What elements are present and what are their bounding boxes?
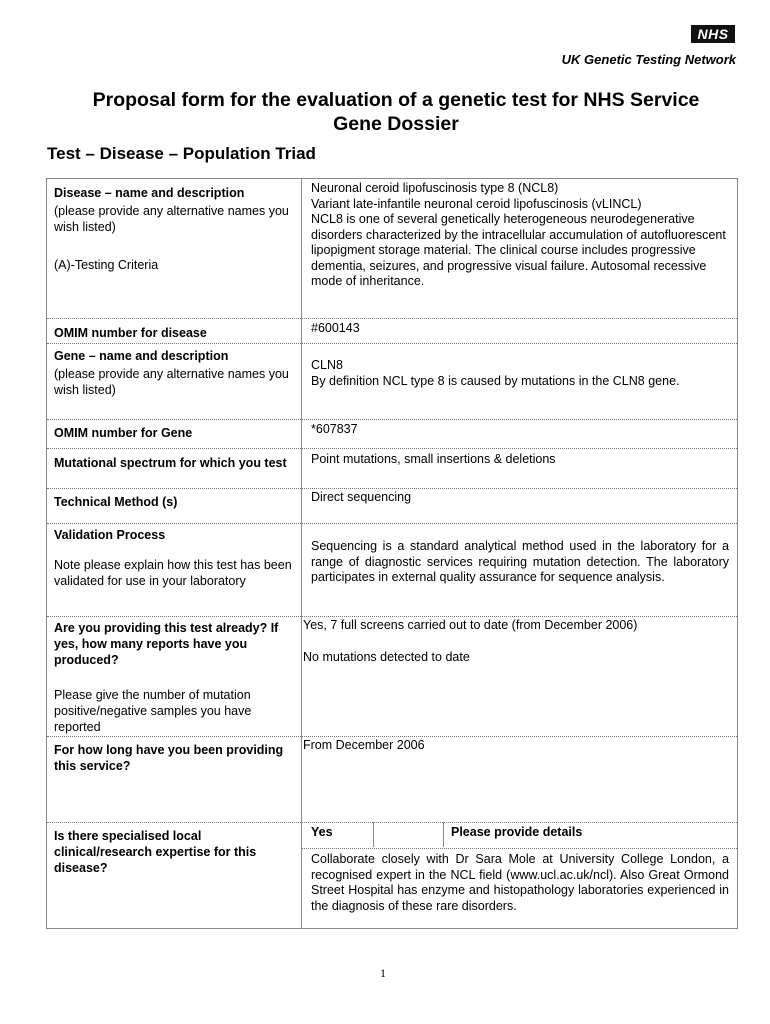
row-gene [47, 343, 737, 420]
expertise-details-label: Please provide details [451, 825, 583, 839]
disease-description: NCL8 is one of several genetically heterogeneous neurodegenerative disorders characterized by the intracellular accumulation of autofluorescent lipopigment storage material. The clinical course includes progressive dementia, seizures, and progressive visual failure. Autosomal recessive mode of inheritance. [311, 212, 726, 288]
expertise-yes-label: Yes [311, 825, 333, 839]
expertise-label: Is there specialised local clinical/research expertise for this disease? [54, 829, 257, 875]
disease-note: (please provide any alternative names you wish listed) [54, 204, 289, 234]
providing-value-mutations: No mutations detected to date [303, 649, 470, 664]
omim-disease-label: OMIM number for disease [54, 326, 207, 340]
disease-value-block [311, 181, 729, 290]
providing-label: Are you providing this test already? If yes, how many reports have you produced? [54, 621, 279, 667]
omim-gene-label: OMIM number for Gene [54, 426, 193, 440]
omim-gene-value: *607837 [311, 422, 358, 436]
expertise-value: Collaborate closely with Dr Sara Mole at University College London, a recognised expert in the NCL field (www.ucl.ac.uk/ncl). Also Great Ormond Street Hospital has enzyme and histopathology laboratories experienced in the diagnosis of these rare disorders. [311, 852, 729, 913]
row-technical-method [47, 488, 737, 524]
how-long-value: From December 2006 [303, 738, 425, 752]
row-providing-test [47, 616, 737, 737]
row-how-long [47, 736, 737, 823]
gene-label-block [54, 348, 300, 398]
gene-name: CLN8 [311, 358, 343, 372]
gene-note: (please provide any alternative names you wish listed) [54, 367, 289, 397]
method-label: Technical Method (s) [54, 495, 178, 509]
disease-label: Disease – name and description [54, 186, 245, 200]
row-expertise [47, 822, 737, 929]
page-number: 1 [380, 966, 386, 980]
dossier-form-table [46, 178, 738, 929]
providing-value-reports: Yes, 7 full screens carried out to date (from December 2006) [303, 618, 638, 632]
providing-note: Please give the number of mutation positive/negative samples you have reported [54, 688, 252, 734]
title-line-2: Gene Dossier [333, 113, 459, 135]
network-name: UK Genetic Testing Network [561, 52, 736, 67]
row-validation [47, 523, 737, 617]
gene-description: By definition NCL type 8 is caused by mutations in the CLN8 gene. [311, 373, 680, 388]
nhs-logo: NHS [691, 25, 735, 43]
validation-label: Validation Process [54, 528, 166, 542]
gene-label: Gene – name and description [54, 349, 229, 363]
method-value: Direct sequencing [311, 490, 412, 504]
omim-disease-value: #600143 [311, 321, 360, 335]
validation-value: Sequencing is a standard analytical method used in the laboratory for a range of diagnostic services requiring mutation detection. The laboratory participates in external quality assurance for sequence analysis. [311, 539, 729, 584]
disease-variant: Variant late-infantile neuronal ceroid lipofuscinosis (vLINCL) [311, 196, 642, 211]
disease-name: Neuronal ceroid lipofuscinosis type 8 (NCL8) [311, 181, 559, 195]
gene-value-block [311, 358, 729, 389]
spectrum-value: Point mutations, small insertions & deletions [311, 452, 556, 466]
providing-label-block [54, 620, 300, 735]
row-omim-gene [47, 419, 737, 449]
providing-value-block [303, 618, 721, 665]
validation-note: Note please explain how this test has been validated for use in your laboratory [54, 558, 292, 588]
title-line-1: Proposal form for the evaluation of a genetic test for NHS Service [92, 89, 700, 111]
row-disease [47, 179, 737, 318]
disease-label-block [54, 185, 300, 273]
row-omim-disease [47, 318, 737, 344]
spectrum-label: Mutational spectrum for which you test [54, 456, 287, 470]
section-subtitle: Test – Disease – Population Triad [47, 144, 316, 163]
page-title [46, 88, 746, 136]
row-mutational-spectrum [47, 448, 737, 489]
expertise-subrow-divider [301, 848, 737, 849]
testing-criteria: (A)-Testing Criteria [54, 258, 159, 272]
validation-label-block [54, 527, 300, 589]
how-long-label: For how long have you been providing this service? [54, 743, 284, 773]
